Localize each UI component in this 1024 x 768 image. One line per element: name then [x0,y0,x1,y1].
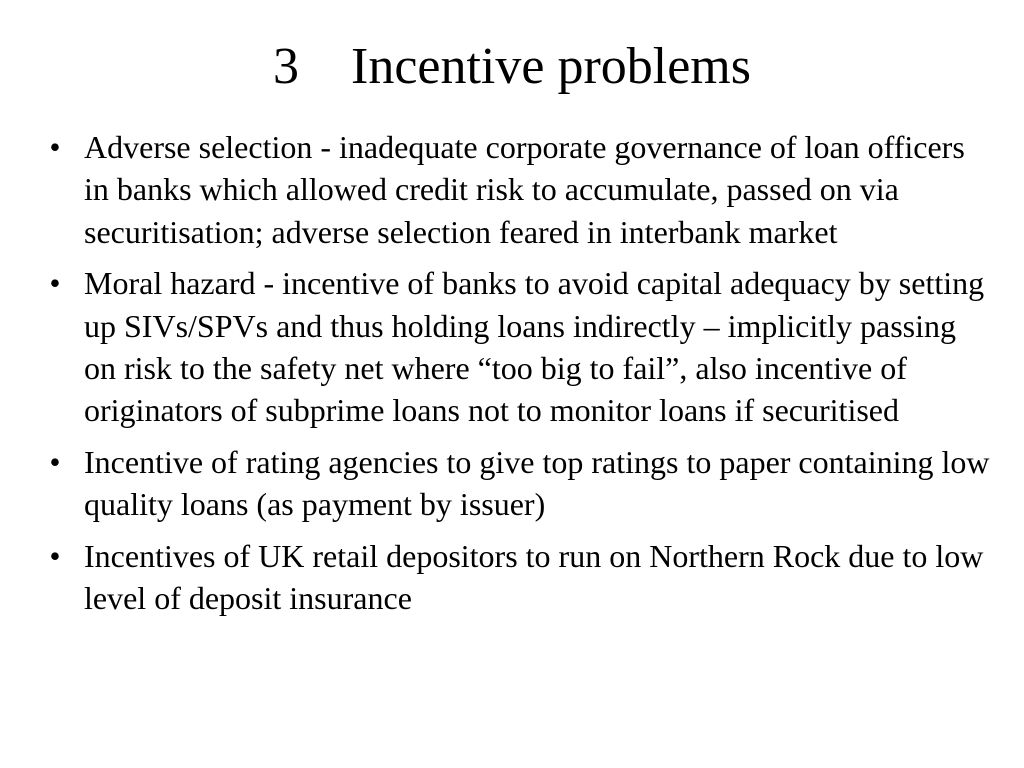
bullet-item-retail-depositors [40,535,990,620]
bullet-item-rating-agencies [40,441,990,526]
bullet-text: Incentives of UK retail depositors to run on Northern Rock due to low level of deposit insurance [84,537,984,617]
bullet-point-icon: • [49,537,61,574]
bullet-text: Incentive of rating agencies to give top ratings to paper containing low quality loans (as payment by issuer) [84,443,990,523]
bullet-item-moral-hazard [40,262,990,432]
bullet-point-icon: • [49,443,61,480]
slide-title [0,32,1024,102]
title-text: Incentive problems [351,38,751,95]
bullet-list [40,126,990,628]
bullet-point-icon: • [49,265,61,302]
bullet-point-icon: • [49,129,61,165]
bullet-item-adverse-selection [40,126,990,253]
bullet-text: Adverse selection - inadequate corporate governance of loan officers in banks which allowed credit risk to accumulate, passed on via securitisation; adverse selection feared in interbank market [84,129,965,250]
bullet-text: Moral hazard - incentive of banks to avoid capital adequacy by setting up SIVs/SPVs and thus holding loans indirectly – implicitly passing on risk to the safety net where “too big to fail”, also incentive of originators of subprime loans not to monitor loans if securitised [84,265,985,429]
title-number: 3 [273,38,299,95]
